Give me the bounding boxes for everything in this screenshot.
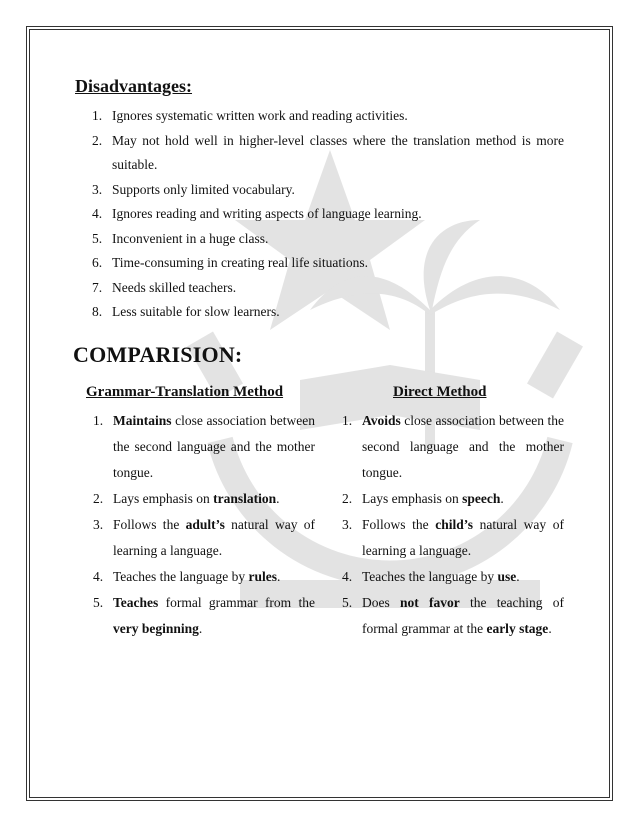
item-number: 1. bbox=[92, 108, 103, 123]
disadvantage-item bbox=[92, 178, 564, 203]
item-number: 6. bbox=[92, 255, 103, 270]
item-text bbox=[362, 590, 564, 642]
item-text: Inconvenient in a huge class. bbox=[112, 230, 269, 246]
emphasis: early stage bbox=[486, 621, 549, 636]
text-run: Teaches the language by bbox=[113, 569, 249, 584]
grammar-translation-list bbox=[93, 408, 315, 642]
comparison-item bbox=[93, 564, 315, 590]
emphasis: translation bbox=[213, 491, 277, 506]
item-text bbox=[113, 408, 315, 486]
item-number: 3. bbox=[342, 517, 353, 532]
item-text bbox=[362, 486, 564, 512]
item-number: 5. bbox=[92, 230, 103, 246]
text-run: Follows the bbox=[113, 517, 186, 532]
item-text bbox=[113, 590, 315, 642]
disadvantage-item bbox=[92, 202, 564, 227]
comparison-item bbox=[342, 590, 564, 642]
direct-method-list bbox=[342, 408, 564, 642]
item-text bbox=[113, 486, 315, 512]
comparison-item bbox=[93, 408, 315, 486]
item-text bbox=[113, 564, 315, 590]
text-run: . bbox=[276, 491, 280, 506]
emphasis: not favor bbox=[400, 595, 460, 610]
text-run: . bbox=[548, 621, 552, 636]
comparison-item bbox=[93, 590, 315, 642]
item-text bbox=[362, 408, 564, 486]
comparison-item bbox=[342, 512, 564, 564]
disadvantages-heading: Disadvantages: bbox=[75, 76, 193, 96]
emphasis: rules bbox=[248, 569, 277, 584]
direct-method-title: Direct Method bbox=[393, 384, 487, 400]
item-number: 1. bbox=[93, 413, 104, 428]
item-text: Ignores reading and writing aspects of language learning. bbox=[112, 206, 422, 221]
text-run: Teaches the language by bbox=[362, 569, 498, 584]
disadvantage-item bbox=[92, 104, 564, 129]
emphasis: use bbox=[497, 569, 517, 584]
text-run: . bbox=[277, 569, 281, 584]
comparison-heading: COMPARISION: bbox=[73, 342, 243, 367]
item-text: Less suitable for slow learners. bbox=[112, 304, 280, 319]
item-number: 4. bbox=[93, 569, 104, 584]
item-number: 2. bbox=[93, 491, 104, 506]
text-run: Lays emphasis on bbox=[362, 491, 463, 506]
item-text bbox=[362, 564, 564, 590]
item-text bbox=[113, 512, 315, 564]
emphasis: Teaches bbox=[113, 595, 159, 610]
text-run: . bbox=[500, 491, 504, 506]
item-number: 4. bbox=[342, 569, 353, 584]
item-number: 1. bbox=[342, 413, 353, 428]
emphasis: speech bbox=[462, 491, 501, 506]
item-text: Supports only limited vocabulary. bbox=[112, 181, 295, 197]
emphasis: Maintains bbox=[113, 413, 172, 428]
item-number: 5. bbox=[342, 595, 353, 610]
item-number: 2. bbox=[92, 132, 103, 148]
text-run: the teaching of formal grammar at the bbox=[362, 595, 564, 636]
item-text bbox=[362, 512, 564, 564]
item-number: 8. bbox=[92, 304, 103, 319]
disadvantage-item bbox=[92, 300, 564, 325]
disadvantage-item bbox=[92, 129, 564, 178]
item-text: May not hold well in higher-level classes where the translation method is more suitable. bbox=[112, 132, 564, 172]
text-run: natural way of learning a language. bbox=[362, 517, 565, 558]
item-number: 3. bbox=[93, 517, 104, 532]
emphasis: very beginning bbox=[113, 621, 199, 636]
item-number: 4. bbox=[92, 206, 103, 221]
item-text: Ignores systematic written work and reading activities. bbox=[112, 108, 408, 123]
item-number: 2. bbox=[342, 491, 353, 506]
item-number: 7. bbox=[92, 279, 103, 295]
emphasis: Avoids bbox=[362, 413, 401, 428]
disadvantage-item bbox=[92, 251, 564, 276]
text-run: . bbox=[516, 569, 520, 584]
text-run: Lays emphasis on bbox=[113, 491, 214, 506]
comparison-item bbox=[93, 486, 315, 512]
emphasis: adult’s bbox=[185, 517, 225, 532]
text-run: formal grammar from the bbox=[158, 595, 315, 610]
text-run: close association between the second language and the mother tongue. bbox=[362, 413, 564, 480]
item-number: 5. bbox=[93, 595, 104, 610]
disadvantage-item bbox=[92, 276, 564, 301]
text-run: natural way of learning a language. bbox=[113, 517, 315, 558]
text-run: Follows the bbox=[362, 517, 436, 532]
text-run: Does bbox=[362, 595, 401, 610]
comparison-item bbox=[342, 408, 564, 486]
comparison-item bbox=[342, 564, 564, 590]
item-text: Time-consuming in creating real life situations. bbox=[112, 255, 368, 270]
text-run: . bbox=[198, 621, 203, 636]
item-number: 3. bbox=[92, 181, 103, 197]
item-text: Needs skilled teachers. bbox=[112, 279, 237, 295]
emphasis: child’s bbox=[435, 517, 473, 532]
comparison-item bbox=[342, 486, 564, 512]
disadvantage-item bbox=[92, 227, 564, 252]
disadvantages-list bbox=[92, 104, 564, 325]
grammar-translation-title: Grammar-Translation Method bbox=[86, 384, 284, 400]
comparison-item bbox=[93, 512, 315, 564]
text-run: close association between the second language and the mother tongue. bbox=[113, 413, 315, 480]
